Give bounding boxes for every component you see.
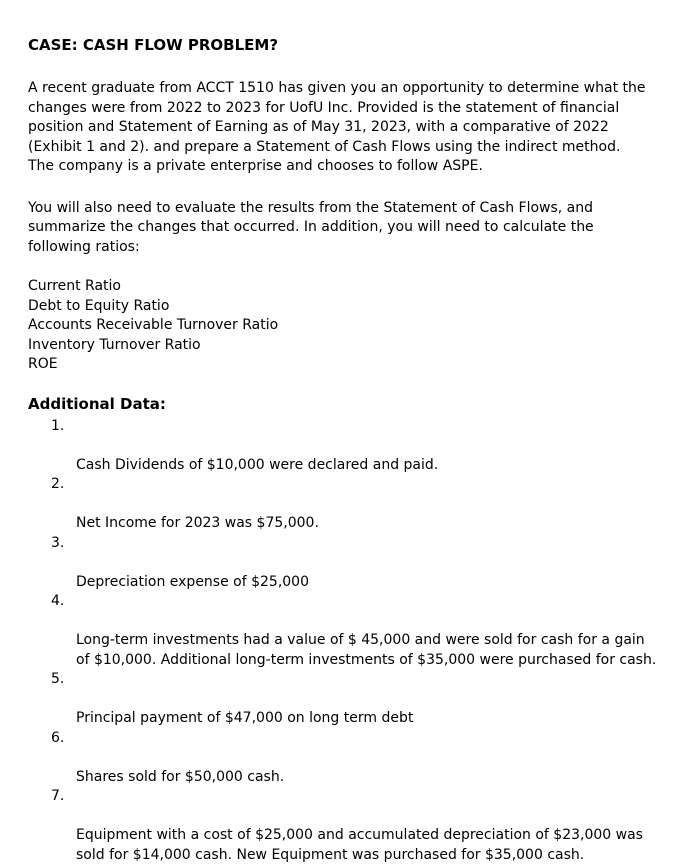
- list-item-text: Equipment with a cost of $25,000 and accumulated depreciation of $23,000 was sold for $14,000 cash. New Equipment was purchased for $35,000 cash.: [76, 827, 643, 863]
- list-item-text: Principal payment of $47,000 on long term debt: [76, 710, 413, 726]
- ratio-list: [28, 277, 678, 375]
- list-item-number: 5.: [51, 670, 64, 690]
- list-item-number: 6.: [51, 729, 64, 749]
- list-item: [28, 475, 678, 534]
- list-item-text: Shares sold for $50,000 cash.: [76, 769, 284, 785]
- list-item: [28, 417, 678, 476]
- ratio-inventory-turnover: Inventory Turnover Ratio: [28, 336, 678, 356]
- list-item-text: Cash Dividends of $10,000 were declared and paid.: [76, 457, 438, 473]
- list-item: [28, 534, 678, 593]
- list-item-number: 4.: [51, 592, 64, 612]
- list-item: [28, 787, 678, 865]
- list-item-text: Depreciation expense of $25,000: [76, 574, 309, 590]
- case-title: CASE: CASH FLOW PROBLEM?: [28, 36, 678, 54]
- instructions-paragraph: You will also need to evaluate the results from the Statement of Cash Flows, and summarize the changes that occurred. In addition, you will need to calculate the following ratios:: [28, 199, 678, 258]
- list-item-number: 3.: [51, 534, 64, 554]
- document-page: [28, 36, 678, 865]
- list-item-number: 2.: [51, 475, 64, 495]
- list-item-text: Long-term investments had a value of $ 45,000 and were sold for cash for a gain of $10,000. Additional long-term investments of $35,000 were purchased for cash.: [76, 632, 656, 668]
- additional-data-heading: Additional Data:: [28, 395, 678, 414]
- ratio-ar-turnover: Accounts Receivable Turnover Ratio: [28, 316, 678, 336]
- list-item: [28, 729, 678, 788]
- ratio-roe: ROE: [28, 355, 678, 375]
- list-item: [28, 592, 678, 670]
- list-item-text: Net Income for 2023 was $75,000.: [76, 515, 319, 531]
- list-item: [28, 670, 678, 729]
- ratio-current: Current Ratio: [28, 277, 678, 297]
- ratio-debt-to-equity: Debt to Equity Ratio: [28, 297, 678, 317]
- intro-paragraph: A recent graduate from ACCT 1510 has given you an opportunity to determine what the changes were from 2022 to 2023 for UofU Inc. Provided is the statement of financial position and Statement of Earning as of May 31, 2023, with a comparative of 2022 (Exhibit 1 and 2). and prepare a Statement of Cash Flows using the indirect method. The company is a private enterprise and chooses to follow ASPE.: [28, 79, 678, 177]
- list-item-number: 7.: [51, 787, 64, 807]
- list-item-number: 1.: [51, 417, 64, 437]
- additional-data-list: [28, 417, 678, 865]
